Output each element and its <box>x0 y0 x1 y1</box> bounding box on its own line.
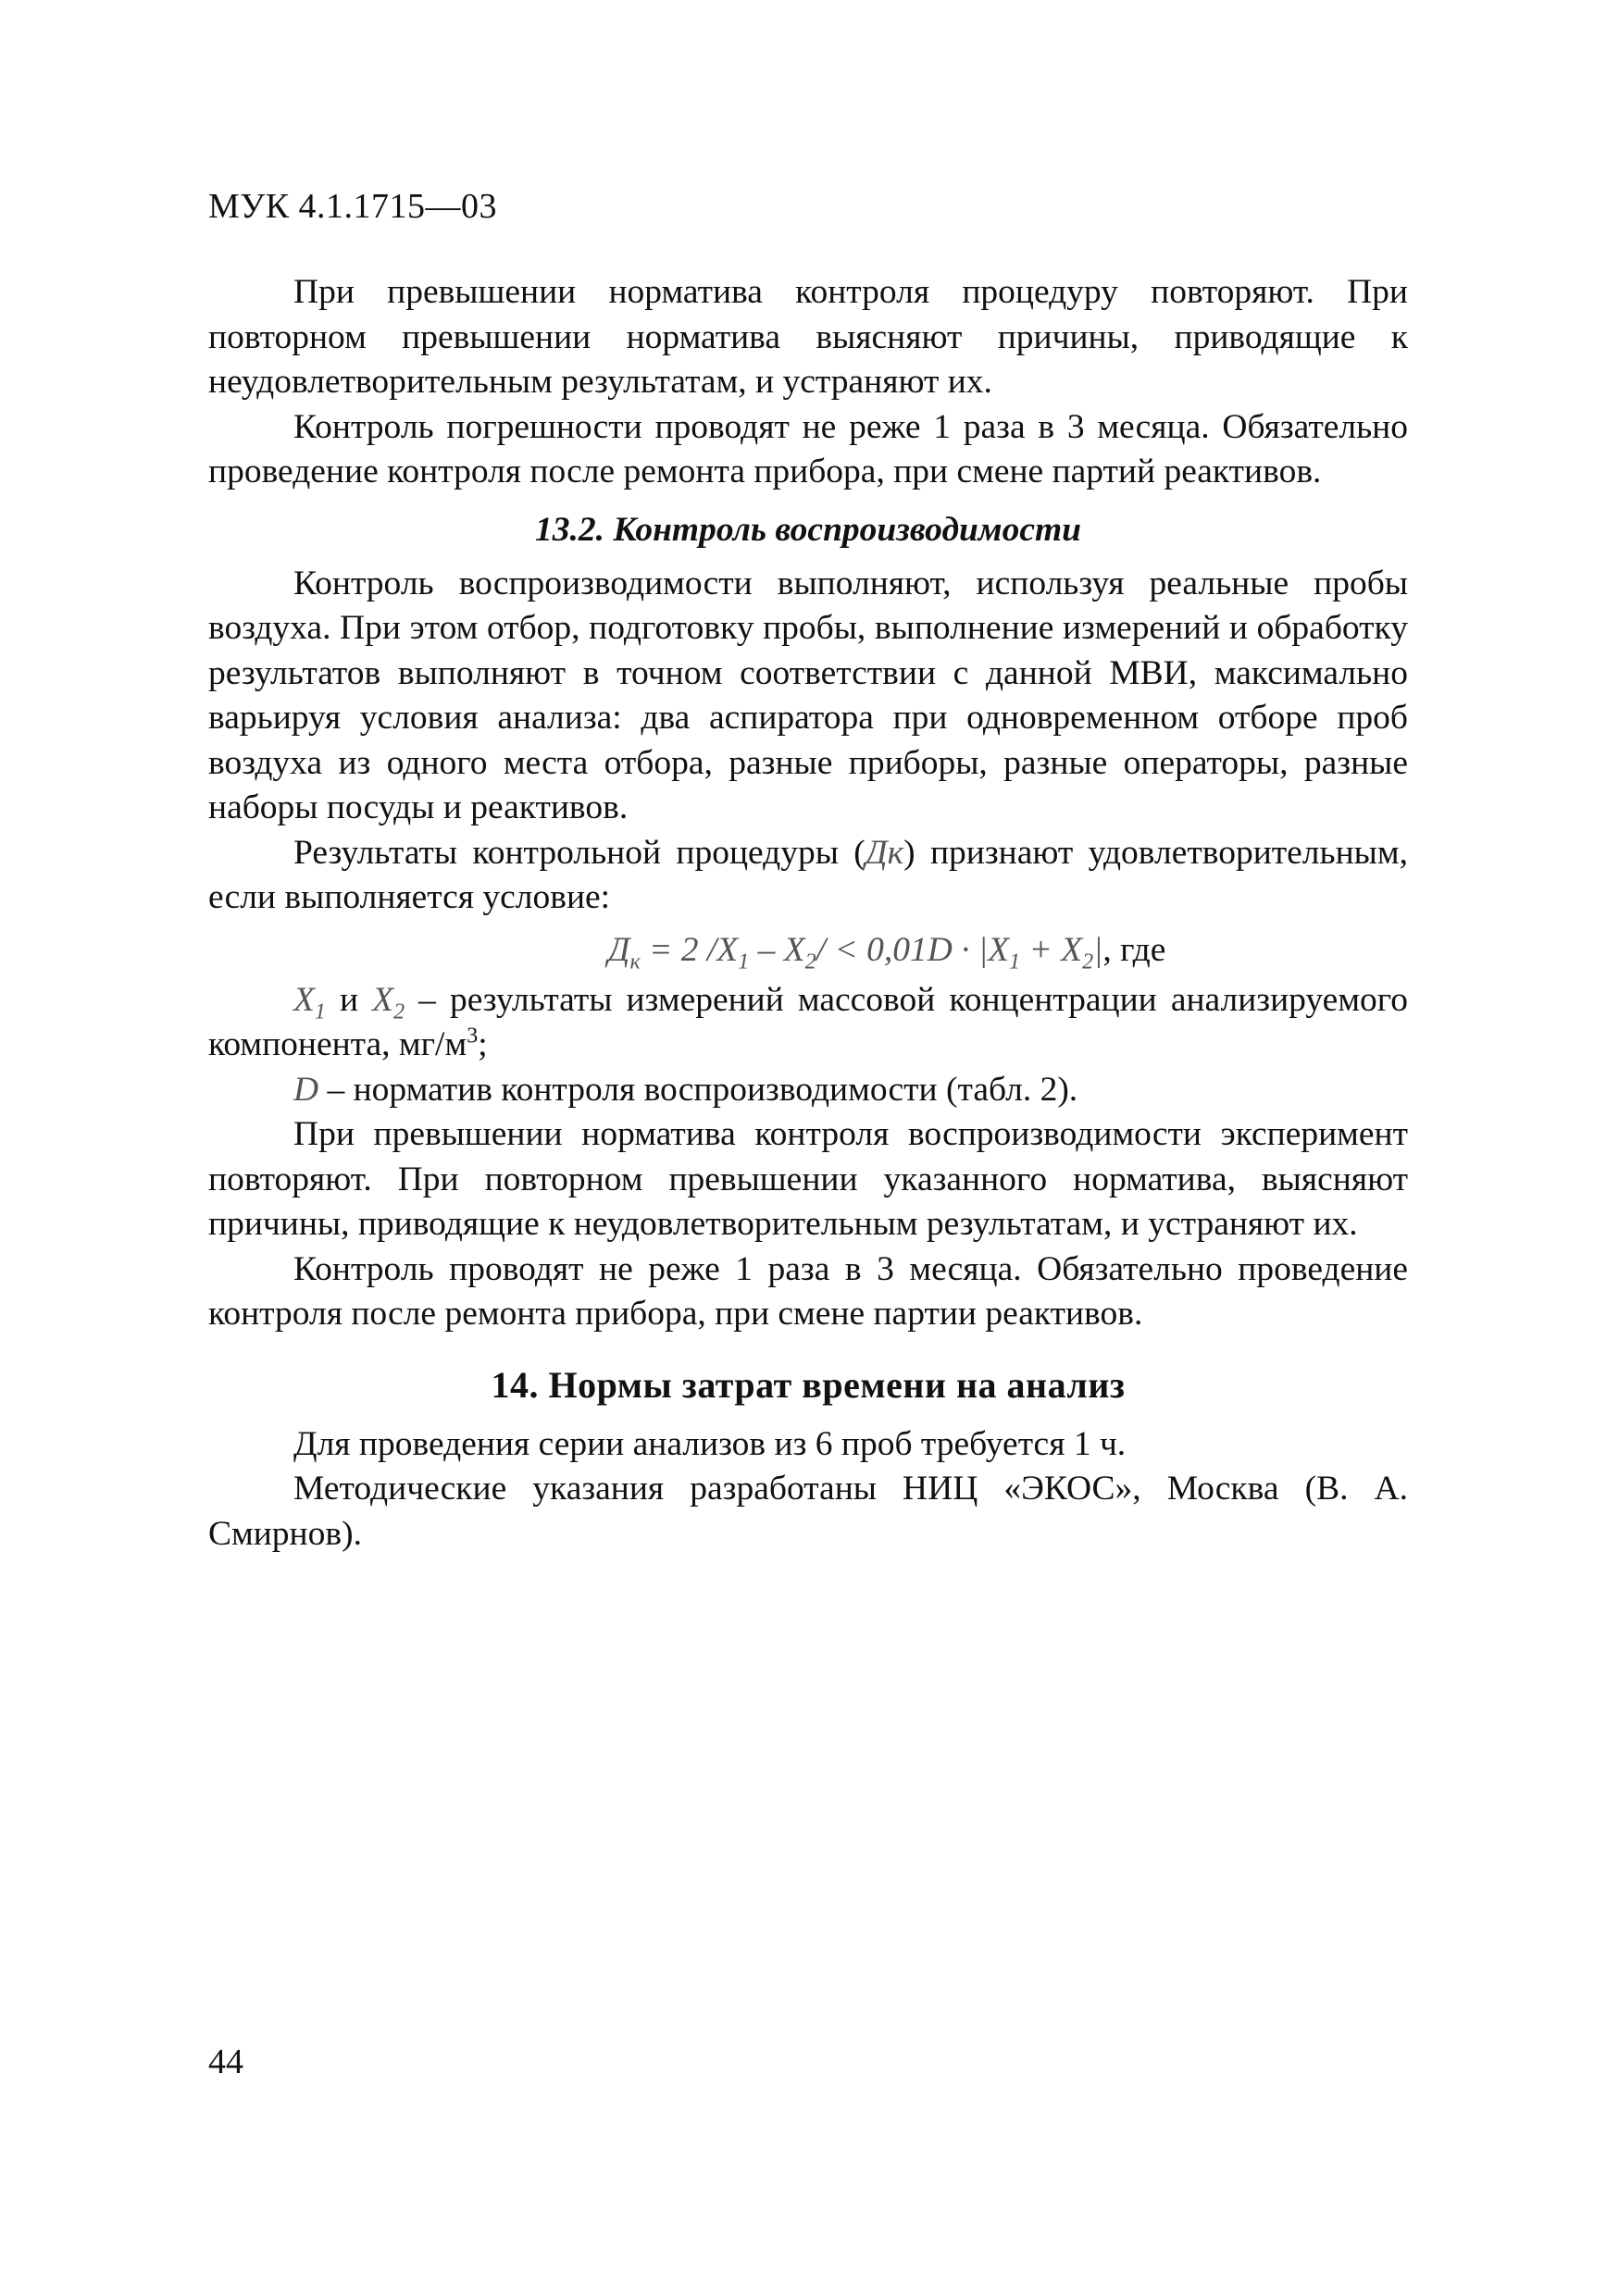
definition-d-symbol: D <box>293 1070 319 1109</box>
body-text <box>208 270 1408 1557</box>
running-head: МУК 4.1.1715—03 <box>208 187 498 226</box>
control-result-text-after: ) признают удовлетворительным, если выполняется условие: <box>208 833 1408 916</box>
definition-d-text: – норматив контроля воспроизводимости (табл. 2). <box>318 1070 1078 1109</box>
definition-x1-symbol: $X_1$ <box>293 980 326 1024</box>
formula-tail: , где <box>1102 930 1166 969</box>
section-heading-14: 14. Нормы затрат времени на анализ <box>491 1363 1126 1406</box>
paragraph-control-frequency: Контроль проводят не реже 1 раза в 3 месяца. Обязательно проведение контроля после ремонта прибора, при смене партии реактивов. <box>208 1249 1408 1333</box>
definition-x1-x2-text: – результаты измерений массовой концентрации анализируемого компонента, мг/м <box>208 980 1408 1063</box>
paragraph-time-norm: Для проведения серии анализов из 6 проб требуется 1 ч. <box>293 1424 1127 1463</box>
paragraph-error-control-frequency: Контроль погрешности проводят не реже 1 раза в 3 месяца. Обязательно проведение контроля после ремонта прибора, при смене партий реактивов. <box>208 407 1408 490</box>
definition-x2-symbol: $X_2$ <box>372 980 405 1024</box>
formula-expression: $Д_к = 2$ $/X_1 - X_2/ < 0,01D \cdot |X_1 + X_2|$ <box>607 930 1103 974</box>
subsection-heading-13-2: 13.2. Контроль воспроизводимости <box>534 510 1082 549</box>
paragraph-control-result <box>208 831 1408 921</box>
paragraph-reproducibility-control: Контроль воспроизводимости выполняют, используя реальные пробы воздуха. При этом отбор, подготовку пробы, выполнение измерений и обработку результатов выполняют в точном соответствии с данной МВИ, максимально варьируя условия анализа: два аспиратора при одновременном отборе проб воздуха из одного места отбора, разные приборы, разные операторы, разные наборы посуды и реактивов. <box>208 564 1408 826</box>
reproducibility-formula <box>208 928 1408 973</box>
definition-x1-x2: $X_1$ и $X_2$ – результаты измерений массовой концентрации анализируемого компонента, $мг/м^3$; <box>208 980 1408 1063</box>
paragraph-reproducibility-exceeded: При превышении норматива контроля воспроизводимости эксперимент повторяют. При повторном превышении указанного норматива, выясняют причины, приводящие к неудовлетворительным результатам, и устраняют их. <box>208 1115 1408 1243</box>
page-number: 44 <box>208 2042 243 2081</box>
definition-d <box>208 1068 1408 1113</box>
control-result-text-before: Результаты контрольной процедуры ( <box>293 833 866 872</box>
paragraph-procedure-repeat: При превышении норматива контроля процедуру повторяют. При повторном превышении норматива выясняют причины, приводящие к неудовлетворительным результатам, и устраняют их. <box>208 273 1408 401</box>
paragraph-developers: Методические указания разработаны НИЦ «ЭКОС», Москва (В. А. Смирнов). <box>208 1470 1408 1553</box>
control-result-symbol: Дк <box>865 833 904 872</box>
